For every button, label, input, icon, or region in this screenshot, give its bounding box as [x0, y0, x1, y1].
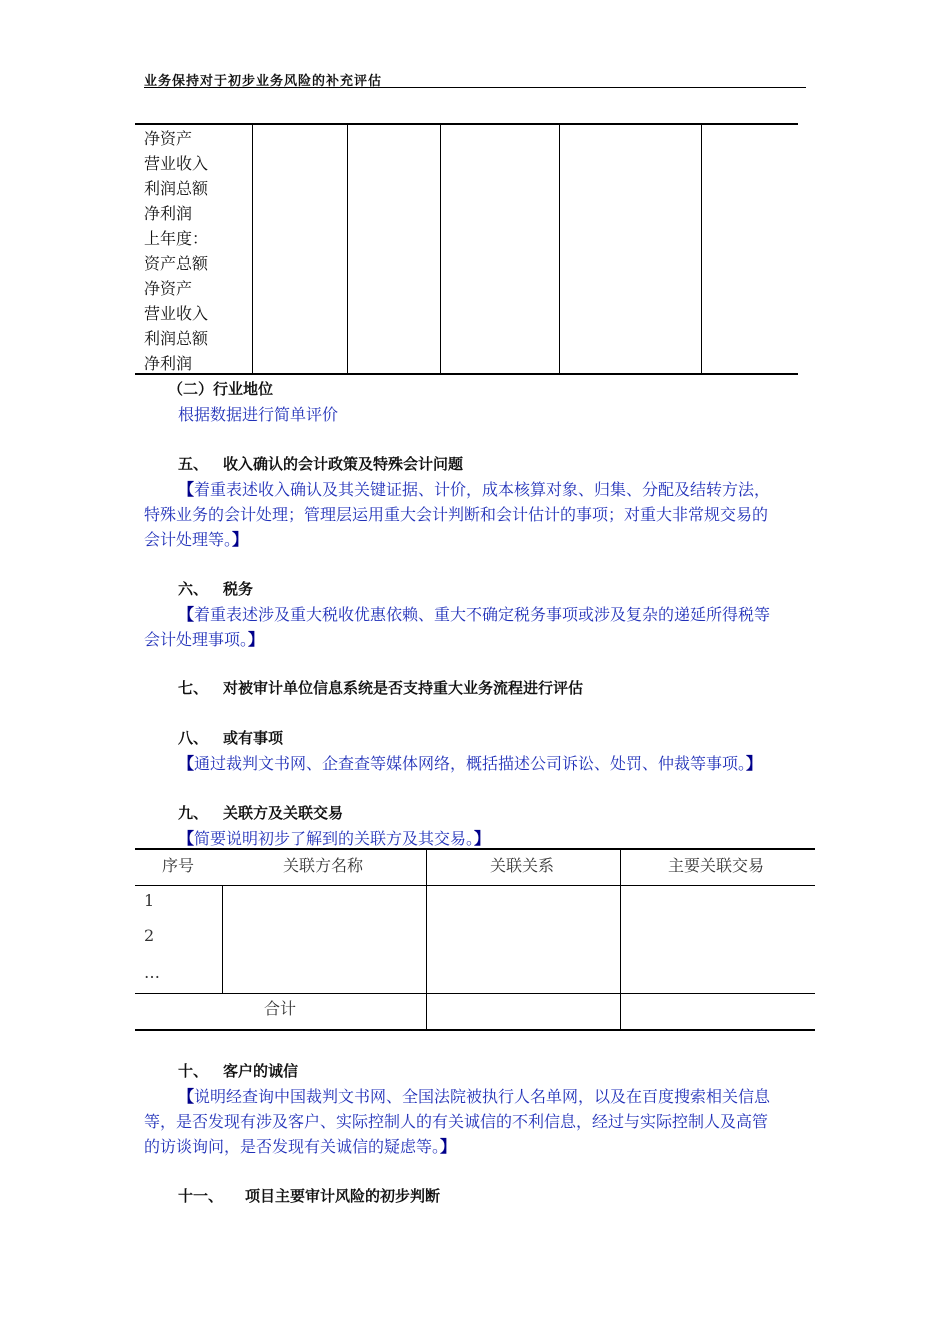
section-heading-6: 六、 税务: [178, 580, 254, 598]
section-9-line: 【简要说明初步了解到的关联方及其交易。】: [178, 829, 491, 848]
page-header-title: 业务保持对于初步业务风险的补充评估: [144, 74, 383, 89]
section-6-line: 会计处理事项。】: [144, 630, 265, 649]
section-heading-11: 十一、 项目主要审计风险的初步判断: [178, 1187, 441, 1205]
table-divider: [701, 125, 702, 373]
financial-table: [135, 123, 798, 375]
row-number: …: [144, 963, 160, 982]
table-row-label: 利润总额: [144, 329, 209, 348]
column-header: 主要关联交易: [668, 856, 765, 875]
section-heading-5: 五、 收入确认的会计政策及特殊会计问题: [178, 455, 464, 473]
subsection-title: （二）行业地位: [168, 380, 274, 398]
section-heading-7: 七、 对被审计单位信息系统是否支持重大业务流程进行评估: [178, 679, 584, 697]
table-divider: [620, 850, 621, 1029]
column-header: 序号: [162, 856, 195, 875]
table-divider: [440, 125, 441, 373]
table-row-label: 净资产: [144, 279, 193, 298]
section-10-line: 等，是否发现有涉及客户、实际控制人的有关诚信的不利信息，经过与实际控制人及高管: [144, 1112, 769, 1131]
table-divider: [135, 885, 815, 886]
table-row-label: 上年度：: [144, 229, 209, 248]
table-row-label: 净资产: [144, 129, 193, 148]
subsection-note: 根据数据进行简单评价: [178, 405, 339, 424]
related-party-table: [135, 848, 815, 1031]
section-heading-8: 八、 或有事项: [178, 729, 284, 747]
table-row-label: 资产总额: [144, 254, 209, 273]
section-5-line: 【着重表述收入确认及其关键证据、计价，成本核算对象、归集、分配及结转方法，: [178, 480, 771, 499]
table-row-label: 净利润: [144, 204, 193, 223]
table-divider: [135, 993, 815, 994]
section-6-line: 【着重表述涉及重大税收优惠依赖、重大不确定税务事项或涉及复杂的递延所得税等: [178, 605, 771, 624]
table-row-label: 营业收入: [144, 304, 209, 323]
table-divider: [252, 125, 253, 373]
section-10-line: 的访谈询问，是否发现有关诚信的疑虑等。】: [144, 1137, 457, 1156]
section-8-line: 【通过裁判文书网、企查查等媒体网络，概括描述公司诉讼、处罚、仲裁等事项。】: [178, 754, 763, 773]
row-number: 2: [144, 926, 155, 945]
row-number: 1: [144, 891, 155, 910]
total-label: 合计: [264, 999, 297, 1018]
header-rule: [144, 87, 806, 88]
section-heading-10: 十、 客户的诚信: [178, 1062, 299, 1080]
section-5-line: 会计处理等。】: [144, 530, 249, 549]
table-divider: [426, 850, 427, 1029]
section-heading-9: 九、 关联方及关联交易: [178, 804, 344, 822]
table-divider: [347, 125, 348, 373]
section-10-line: 【说明经查询中国裁判文书网、全国法院被执行人名单网，以及在百度搜索相关信息: [178, 1087, 771, 1106]
table-divider: [222, 885, 223, 993]
table-row-label: 利润总额: [144, 179, 209, 198]
column-header: 关联关系: [490, 856, 555, 875]
table-row-label: 营业收入: [144, 154, 209, 173]
table-row-label: 净利润: [144, 354, 193, 373]
column-header: 关联方名称: [283, 856, 364, 875]
table-divider: [559, 125, 560, 373]
section-5-line: 特殊业务的会计处理；管理层运用重大会计判断和会计估计的事项；对重大非常规交易的: [144, 505, 769, 524]
